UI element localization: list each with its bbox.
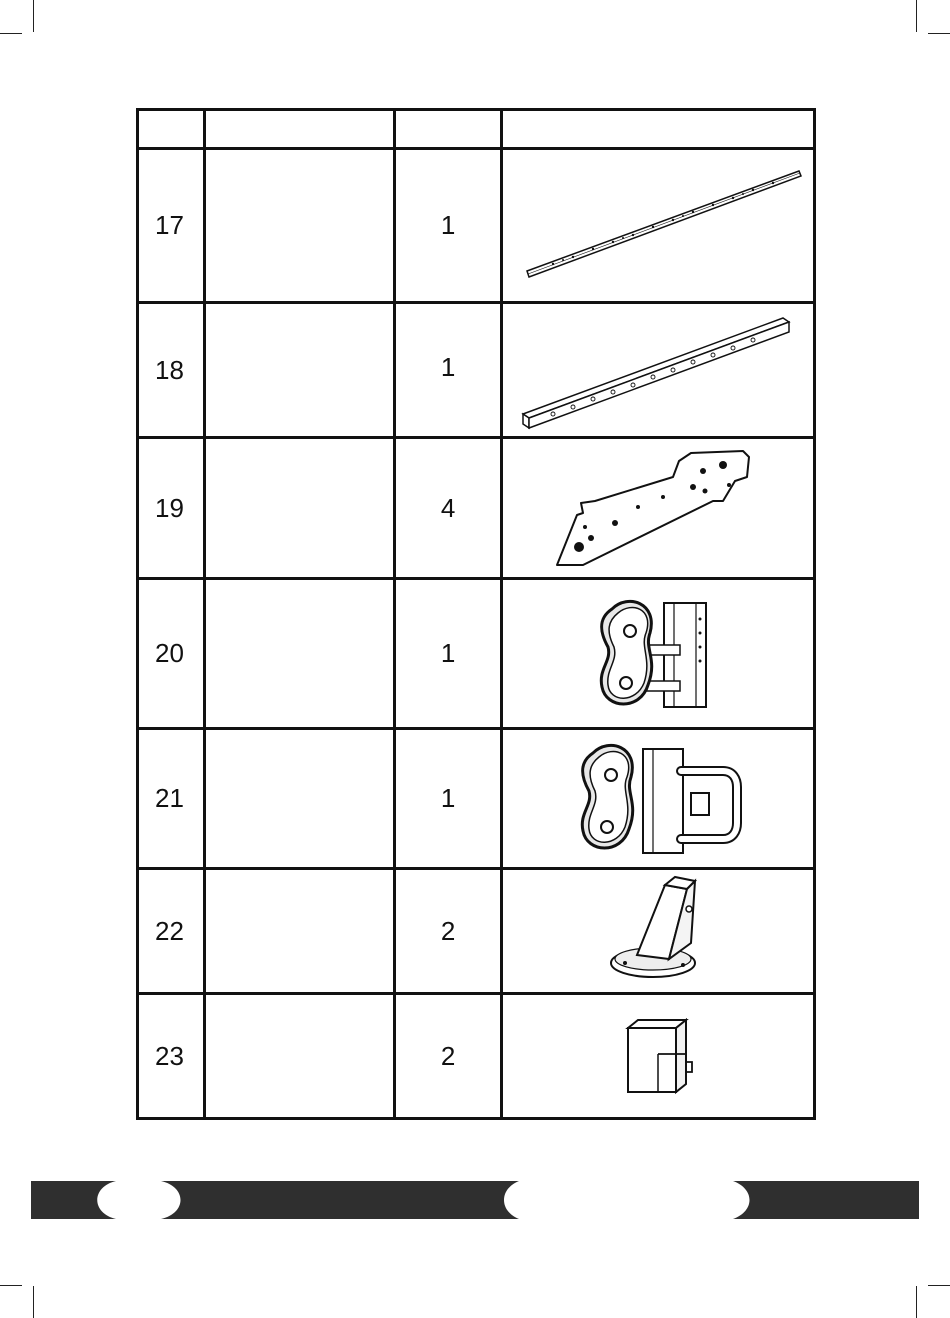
part-description [204, 438, 395, 579]
table-row [138, 994, 815, 1119]
footer-band-shape [31, 1181, 919, 1219]
header-quantity [395, 110, 501, 149]
part-quantity: 1 [395, 579, 501, 729]
crop-mark-top-right [916, 0, 917, 32]
crop-mark-top-left [33, 0, 34, 32]
crop-mark-bottom-left [33, 1286, 34, 1318]
table-row [138, 303, 815, 438]
pulley-carriage-icon [588, 589, 728, 719]
table-row [138, 729, 815, 869]
table-header-row [138, 110, 815, 149]
crop-mark-bottom-left-h [0, 1285, 22, 1286]
part-number: 17 [138, 149, 205, 303]
square-tube-bar-icon [513, 310, 803, 430]
part-number: 20 [138, 579, 205, 729]
header-image [501, 110, 814, 149]
part-quantity: 1 [395, 303, 501, 438]
long-perforated-bar-icon [513, 161, 803, 291]
crop-mark-bottom-right-h [928, 1285, 950, 1286]
header-description [204, 110, 395, 149]
part-image-cell [501, 303, 814, 438]
crop-mark-top-right-h [928, 33, 950, 34]
square-cap-bracket-icon [618, 1014, 698, 1098]
part-description [204, 869, 395, 994]
crop-mark-bottom-right [916, 1286, 917, 1318]
part-image-cell [501, 438, 814, 579]
part-description [204, 729, 395, 869]
table-row [138, 869, 815, 994]
part-number: 18 [138, 303, 205, 438]
angled-base-bracket-icon [603, 873, 713, 989]
table-row [138, 579, 815, 729]
part-description [204, 149, 395, 303]
part-image-cell [501, 729, 814, 869]
part-quantity: 2 [395, 869, 501, 994]
header-number [138, 110, 205, 149]
part-number: 19 [138, 438, 205, 579]
part-number: 22 [138, 869, 205, 994]
part-description [204, 994, 395, 1119]
footer-band [31, 1181, 919, 1219]
part-number: 21 [138, 729, 205, 869]
part-description [204, 303, 395, 438]
table-row [138, 438, 815, 579]
part-image-cell [501, 869, 814, 994]
part-quantity: 1 [395, 149, 501, 303]
angled-plate-bracket-icon [543, 443, 773, 573]
part-image-cell [501, 994, 814, 1119]
part-number: 23 [138, 994, 205, 1119]
pulley-carriage-handle-icon [573, 735, 743, 863]
crop-mark-top-left-h [0, 33, 22, 34]
part-quantity: 4 [395, 438, 501, 579]
table-row [138, 149, 815, 303]
parts-table [136, 108, 816, 1120]
part-quantity: 2 [395, 994, 501, 1119]
part-quantity: 1 [395, 729, 501, 869]
part-image-cell [501, 579, 814, 729]
part-description [204, 579, 395, 729]
part-image-cell [501, 149, 814, 303]
